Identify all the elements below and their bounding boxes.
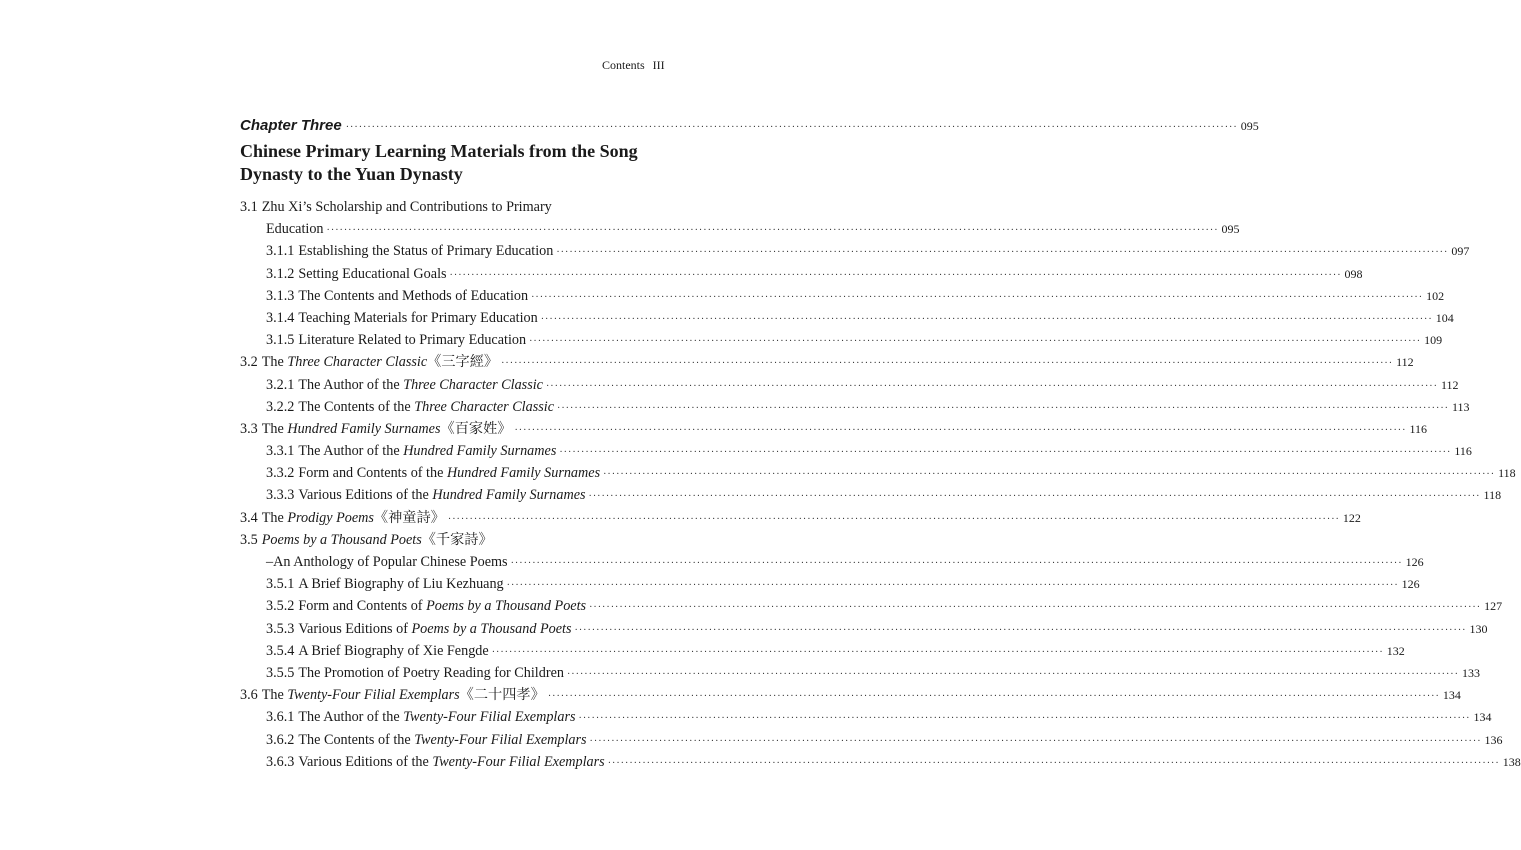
- toc-entry-number: 3.3.2: [266, 465, 295, 482]
- toc-entry-chinese-title: 《三字經》: [427, 354, 499, 371]
- toc-entry[interactable]: [240, 618, 1488, 640]
- toc-entry[interactable]: [240, 706, 1492, 728]
- toc-entry-title: [262, 196, 552, 218]
- toc-entry-number: 3.5.4: [266, 642, 295, 659]
- toc-entry-work-title: Twenty-Four Filial Exemplars: [432, 753, 605, 770]
- dot-leader: [567, 664, 1459, 686]
- toc-entry-number: 3.1.2: [266, 265, 295, 282]
- toc-entry[interactable]: [240, 418, 1428, 440]
- toc-entry-title-text: Education: [266, 221, 324, 238]
- toc-entry-page-number: 118: [1498, 466, 1516, 481]
- dot-leader: [511, 553, 1403, 575]
- toc-entry-title-text: Literature Related to Primary Education: [298, 332, 527, 349]
- toc-entry[interactable]: [240, 751, 1521, 773]
- toc-entry-title-text: Teaching Materials for Primary Education: [298, 309, 538, 326]
- toc-entry-title: [298, 240, 553, 262]
- chapter-label: Chapter Three: [240, 117, 342, 134]
- dot-leader: [531, 287, 1423, 309]
- toc-entry[interactable]: [240, 374, 1459, 396]
- toc-entry-page-number: 136: [1484, 732, 1503, 747]
- toc-entry-title-text: Form and Contents of: [298, 598, 427, 615]
- toc-entry-work-title: Twenty-Four Filial Exemplars: [403, 709, 576, 726]
- toc-entry-work-title: Hundred Family Surnames: [446, 465, 601, 482]
- dot-leader: [590, 731, 1482, 753]
- toc-entry-work-title: Poems by a Thousand Poets: [411, 620, 572, 637]
- toc-entry[interactable]: [240, 196, 660, 218]
- toc-entry-page-number: 113: [1452, 399, 1470, 414]
- toc-entry[interactable]: [240, 351, 1414, 373]
- toc-entry-title-text: The Promotion of Poetry Reading for Children: [298, 664, 564, 681]
- dot-leader: [559, 442, 1451, 464]
- toc-entry-number: 3.5.5: [266, 664, 295, 681]
- toc-entry-page-number: 122: [1342, 510, 1361, 525]
- dot-leader: [574, 620, 1466, 642]
- toc-entry-title-text: The Author of the: [298, 376, 404, 393]
- toc-entry-number: 3.5.1: [266, 576, 295, 593]
- toc-entry-number: 3.3: [240, 420, 258, 437]
- toc-entry-page-number: 126: [1405, 555, 1424, 569]
- running-head: [602, 58, 665, 72]
- toc-entry-number: 3.5.3: [266, 620, 295, 637]
- toc-entry-page-number: 112: [1396, 355, 1414, 370]
- toc-entry-title: [298, 573, 503, 595]
- toc-entry-page-number: 097: [1451, 244, 1470, 259]
- toc-entry-title-text: The: [261, 687, 288, 704]
- toc-entry-title: [262, 684, 545, 706]
- dot-leader: [541, 309, 1433, 331]
- dot-leader: [346, 122, 1238, 133]
- toc-entry-title-text: A Brief Biography of Xie Fengde: [298, 642, 489, 659]
- toc-entry-page-number: 109: [1424, 333, 1443, 348]
- toc-entry-title: [298, 640, 488, 662]
- toc-entry[interactable]: [240, 440, 1472, 462]
- running-head-page-number: III: [652, 58, 665, 72]
- toc-entry[interactable]: [240, 507, 1361, 529]
- toc-entry-work-title: Hundred Family Surnames: [287, 420, 441, 437]
- toc-entry-number: 3.6.1: [266, 709, 295, 726]
- dot-leader: [501, 353, 1393, 375]
- toc-entry-title-text: The Contents and Methods of Education: [298, 287, 529, 304]
- toc-entry-number: 3.5: [240, 531, 258, 548]
- toc-entry-title-text: Various Editions of the: [298, 487, 433, 504]
- toc-entry-title-text: A Brief Biography of Liu Kezhuang: [298, 576, 504, 593]
- toc-entry-work-title: Three Character Classic: [414, 398, 554, 415]
- toc-entry-page-number: 126: [1401, 577, 1420, 592]
- toc-entry-title: [298, 751, 604, 773]
- toc-entry-title: [298, 662, 564, 684]
- toc-entry-title-text: The: [261, 420, 288, 437]
- dot-leader: [603, 464, 1495, 486]
- toc-entry-work-title: Hundred Family Surnames: [403, 443, 557, 460]
- toc-entry-chinese-title: 《百家姓》: [440, 420, 512, 437]
- toc-entry-number: 3.6.2: [266, 731, 295, 748]
- toc-entry-page-number: 102: [1426, 288, 1445, 303]
- table-of-contents: [240, 196, 1521, 773]
- toc-entry[interactable]: [240, 551, 1424, 573]
- toc-entry-title: [298, 440, 556, 462]
- toc-entry-number: 3.1.4: [266, 309, 295, 326]
- toc-entry[interactable]: [240, 484, 1502, 506]
- toc-entry-title-text: Various Editions of: [298, 620, 412, 637]
- dot-leader: [546, 376, 1438, 398]
- toc-entry[interactable]: [240, 640, 1405, 662]
- toc-entry-title: [298, 618, 571, 640]
- toc-entry-number: 3.1.5: [266, 332, 295, 349]
- toc-entry-title: [262, 529, 493, 551]
- toc-entry[interactable]: [240, 218, 1240, 240]
- chapter-page-number: 095: [1240, 119, 1259, 133]
- toc-entry-chinese-title: 《千家詩》: [421, 531, 493, 548]
- toc-entry-title: [262, 418, 512, 440]
- toc-entry-title: [298, 329, 526, 351]
- toc-entry[interactable]: [240, 263, 1363, 285]
- toc-entry-work-title: Twenty-Four Filial Exemplars: [414, 731, 587, 748]
- dot-leader: [589, 486, 1481, 508]
- toc-entry-title: [262, 351, 498, 373]
- toc-entry-work-title: Twenty-Four Filial Exemplars: [287, 687, 460, 704]
- toc-entry[interactable]: [240, 595, 1503, 617]
- dot-leader: [492, 642, 1384, 664]
- toc-entry-title-text: The: [261, 509, 288, 526]
- toc-entry-title-text: The Contents of the: [298, 398, 415, 415]
- dot-leader: [548, 686, 1440, 708]
- toc-entry-page-number: 138: [1502, 754, 1521, 769]
- toc-entry-title: [298, 285, 528, 307]
- toc-entry-page-number: 134: [1473, 710, 1492, 725]
- toc-entry[interactable]: [240, 684, 1461, 706]
- toc-entry-work-title: Three Character Classic: [403, 376, 543, 393]
- chapter-heading-line[interactable]: [240, 117, 1259, 134]
- toc-entry-title: [298, 374, 543, 396]
- toc-entry[interactable]: [240, 529, 660, 551]
- toc-entry-number: 3.1.1: [266, 243, 295, 260]
- toc-entry[interactable]: [240, 307, 1454, 329]
- toc-entry-page-number: 127: [1484, 599, 1503, 614]
- toc-entry-work-title: Three Character Classic: [287, 354, 428, 371]
- toc-entry-number: 3.1.3: [266, 287, 295, 304]
- dot-leader: [608, 753, 1500, 775]
- dot-leader: [507, 575, 1399, 597]
- toc-entry[interactable]: [240, 462, 1516, 484]
- toc-entry-title: [298, 484, 585, 506]
- toc-entry-title: [298, 307, 537, 329]
- toc-entry-title-text: Form and Contents of the: [298, 465, 447, 482]
- toc-entry-page-number: 134: [1442, 688, 1461, 703]
- toc-entry-work-title: Hundred Family Surnames: [432, 487, 586, 504]
- toc-entry-chinese-title: 《二十四孝》: [459, 687, 545, 704]
- toc-entry-number: 3.2.2: [266, 398, 295, 415]
- toc-entry-title: [298, 729, 586, 751]
- running-head-label: Contents: [602, 58, 645, 72]
- dot-leader: [556, 242, 1448, 264]
- dot-leader: [327, 220, 1219, 242]
- dot-leader: [589, 597, 1481, 619]
- toc-entry-page-number: 116: [1409, 421, 1428, 436]
- toc-entry-number: 3.3.1: [266, 443, 295, 460]
- toc-entry[interactable]: [240, 573, 1420, 595]
- toc-entry-number: 3.4: [240, 509, 258, 526]
- toc-entry-title-text: Setting Educational Goals: [298, 265, 447, 282]
- toc-entry-page-number: 098: [1344, 266, 1363, 281]
- toc-entry[interactable]: [240, 729, 1503, 751]
- toc-entry-title-text: The Author of the: [298, 443, 404, 460]
- toc-entry-page-number: 095: [1221, 222, 1240, 237]
- toc-entry-page-number: 104: [1435, 310, 1454, 325]
- dot-leader: [514, 420, 1406, 442]
- chapter-title: Chinese Primary Learning Materials from the Song Dynasty to the Yuan Dynasty: [240, 141, 638, 184]
- toc-entry-title-text: Establishing the Status of Primary Education: [298, 243, 554, 260]
- dot-leader: [579, 708, 1471, 730]
- toc-entry-page-number: 133: [1461, 665, 1480, 680]
- toc-entry-number: 3.6.3: [266, 753, 295, 770]
- toc-entry-number: 3.6: [240, 687, 258, 704]
- dot-leader: [557, 398, 1449, 420]
- toc-entry-number: 3.2: [240, 354, 258, 371]
- dot-leader: [529, 331, 1421, 353]
- toc-entry-title: [298, 396, 554, 418]
- toc-entry-title-text: Various Editions of the: [298, 753, 433, 770]
- toc-entry-page-number: 116: [1454, 444, 1472, 459]
- toc-entry[interactable]: [240, 396, 1470, 418]
- toc-entry-title-text: –An Anthology of Popular Chinese Poems: [266, 554, 508, 570]
- toc-entry-title: [262, 507, 445, 529]
- toc-entry-page-number: 112: [1440, 377, 1459, 392]
- toc-entry[interactable]: [240, 285, 1445, 307]
- toc-entry-title: [298, 263, 446, 285]
- toc-entry-title: [298, 595, 586, 617]
- toc-entry-number: 3.5.2: [266, 598, 295, 615]
- toc-entry-title-text: The Author of the: [298, 709, 404, 726]
- toc-entry-title: [266, 218, 324, 240]
- toc-entry-title: [298, 462, 600, 484]
- toc-entry-chinese-title: 《神童詩》: [373, 509, 445, 526]
- toc-entry[interactable]: [240, 240, 1470, 262]
- toc-entry-page-number: 132: [1386, 643, 1405, 658]
- toc-entry-number: 3.1: [240, 199, 258, 215]
- toc-entry-page-number: 130: [1469, 621, 1488, 636]
- toc-entry-work-title: Prodigy Poems: [287, 509, 374, 526]
- toc-entry-number: 3.3.3: [266, 487, 295, 504]
- toc-entry-page-number: 118: [1483, 488, 1502, 503]
- toc-entry-work-title: Poems by a Thousand Poets: [261, 531, 422, 548]
- toc-entry-number: 3.2.1: [266, 376, 295, 393]
- toc-entry[interactable]: [240, 329, 1443, 351]
- toc-entry-title-text: The: [261, 354, 288, 371]
- dot-leader: [450, 265, 1342, 287]
- toc-entry-title: [298, 706, 575, 728]
- toc-entry-title-text: The Contents of the: [298, 731, 415, 748]
- toc-entry-title-text: Zhu Xi’s Scholarship and Contributions to Primary: [261, 199, 552, 215]
- dot-leader: [448, 509, 1340, 531]
- toc-entry-title: [266, 551, 508, 573]
- toc-entry-work-title: Poems by a Thousand Poets: [426, 598, 587, 615]
- toc-entry[interactable]: [240, 662, 1480, 684]
